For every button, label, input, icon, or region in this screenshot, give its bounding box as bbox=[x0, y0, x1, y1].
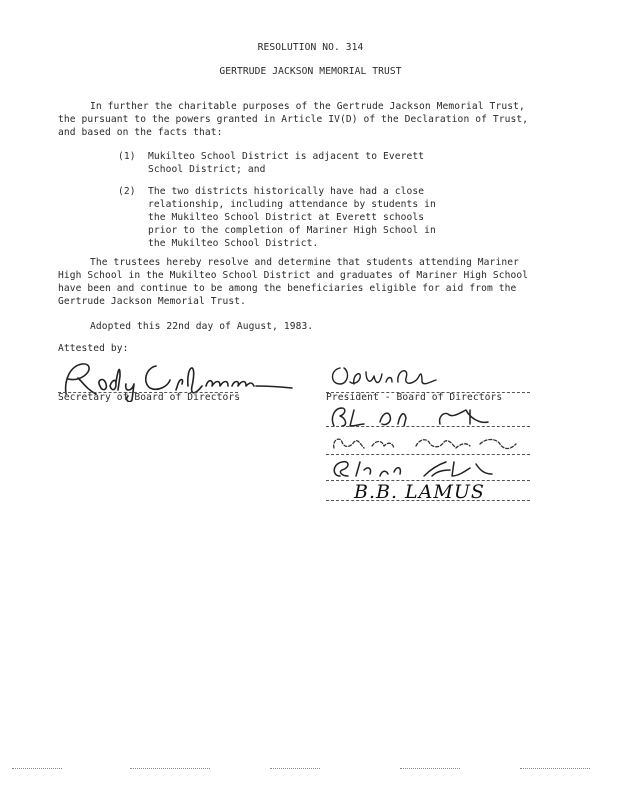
president-signature bbox=[326, 362, 446, 392]
printed-name-text: B.B. LAMUS bbox=[354, 481, 485, 502]
fact-1-line-2: School District; and bbox=[148, 164, 266, 175]
intro-line-2: the pursuant to the powers granted in Article IV(D) of the Declaration of Trust, bbox=[58, 114, 529, 125]
secretary-caption: Secretary of Board of Directors bbox=[58, 392, 241, 403]
fact-2-number: (2) bbox=[118, 186, 136, 197]
scan-artifact bbox=[270, 768, 320, 769]
director-signature-2 bbox=[320, 430, 532, 456]
director-line-4 bbox=[326, 500, 530, 501]
resolution-heading: RESOLUTION NO. 314 bbox=[257, 42, 364, 53]
scan-artifact bbox=[12, 768, 62, 769]
director-line-2 bbox=[326, 454, 530, 455]
resolve-line-2: High School in the Mukilteo School District and graduates of Mariner High School bbox=[58, 270, 529, 281]
fact-2-line-3: the Mukilteo School District at Everett schools bbox=[148, 212, 425, 223]
scan-artifact bbox=[130, 768, 210, 769]
fact-2-line-2: relationship, including attendance by students in bbox=[148, 199, 436, 210]
adopted-date: Adopted this 22nd day of August, 1983. bbox=[90, 321, 314, 332]
scan-artifact bbox=[400, 768, 460, 769]
attested-label: Attested by: bbox=[58, 343, 129, 354]
trust-subheading: GERTRUDE JACKSON MEMORIAL TRUST bbox=[219, 66, 402, 77]
fact-1-line-1: Mukilteo School District is adjacent to Everett bbox=[148, 151, 425, 162]
fact-1-number: (1) bbox=[118, 151, 136, 162]
scan-artifact bbox=[520, 768, 590, 769]
president-caption: President - Board of Directors bbox=[326, 392, 503, 403]
resolve-line-1: The trustees hereby resolve and determine that students attending Mariner bbox=[90, 257, 519, 268]
printed-name-signature bbox=[350, 478, 530, 502]
resolve-line-4: Gertrude Jackson Memorial Trust. bbox=[58, 296, 247, 307]
fact-2-line-1: The two districts historically have had a close bbox=[148, 186, 425, 197]
fact-2-line-5: the Mukilteo School District. bbox=[148, 238, 319, 249]
intro-line-3: and based on the facts that: bbox=[58, 127, 223, 138]
resolve-line-3: have been and continue to be among the beneficiaries eligible for aid from the bbox=[58, 283, 517, 294]
intro-line-1: In further the charitable purposes of the Gertrude Jackson Memorial Trust, bbox=[90, 101, 525, 112]
fact-2-line-4: prior to the completion of Mariner High School in bbox=[148, 225, 436, 236]
director-line-1 bbox=[326, 426, 530, 427]
